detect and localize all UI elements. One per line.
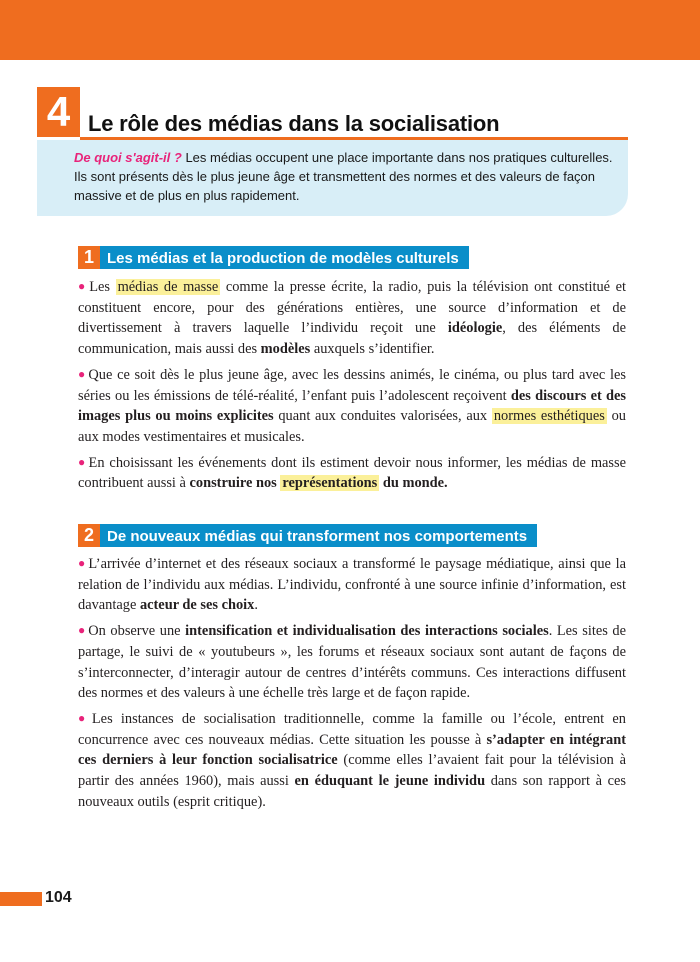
section-2-title: De nouveaux médias qui transforment nos comportements	[107, 528, 528, 545]
intro-label: De quoi s'agit-il ?	[74, 150, 182, 165]
section-2-paragraph-2: ● On observe une intensification et individualisation des interactions sociales. Les sites de partage, le suivi de « youtubeurs », les forums et réseaux sociaux sont autant de façons de s’interconnecter, d’interagir autour de centres d’intérêts communs. Ces interactions diffusent des normes et des valeurs à une échelle très large et de façon rapide.	[78, 623, 626, 702]
section-1-paragraph-1: ● Les médias de masse comme la presse écrite, la radio, puis la télévision ont constitué et constituent encore, pour des générations entières, une source d’information et de divertissement à travers laquelle l’individu reçoit une idéologie, des éléments de communication, mais aussi des modèles auxquels s’identifier.	[78, 279, 626, 358]
highlight: normes esthétiques	[493, 408, 605, 425]
chapter-title: Le rôle des médias dans la socialisation	[88, 111, 500, 136]
section-2-body	[78, 553, 626, 816]
section-1-title: Les médias et la production de modèles culturels	[107, 250, 459, 267]
section-1-heading	[78, 246, 469, 269]
bullet-icon: ●	[78, 366, 87, 381]
page-number: 104	[45, 889, 72, 906]
chapter-number: 4	[37, 87, 80, 137]
page-number-band	[0, 892, 42, 906]
section-1-paragraph-3: ● En choisissant les événements dont ils estiment devoir nous informer, les médias de masse contribuent aussi à construire nos représentations du monde.	[78, 454, 626, 492]
section-1-paragraph-2: ● Que ce soit dès le plus jeune âge, avec les dessins animés, le cinéma, ou plus tard avec les séries ou les émissions de télé-réalité, l’enfant puis l’adolescent reçoivent des discours et des images plus ou moins explicites quant aux conduites valorisées, aux normes esthétiques ou aux modes vestimentaires et musicales.	[78, 366, 627, 445]
bullet-icon: ●	[78, 556, 87, 570]
section-2-paragraph-3: ● Les instances de socialisation traditionnelle, comme la famille ou l’école, entrent en concurrence avec ces nouveaux médias. Cette situation les pousse à s’adapter en intégrant ces derniers à leur fonction socialisatrice (comme elles l’avaient fait pour la télévision à partir des années 1960), mais aussi en éduquant le jeune individu dans son rapport à ces nouveaux outils (esprit critique).	[78, 710, 627, 810]
intro-box	[37, 140, 628, 216]
bullet-icon: ●	[78, 279, 88, 293]
bullet-icon: ●	[78, 710, 90, 725]
bullet-icon: ●	[78, 454, 87, 469]
section-2-heading	[78, 524, 537, 547]
intro-text: Les médias occupent une place importante dans nos pratiques culturelles. Ils sont présents dès le plus jeune âge et transmettent des normes et des valeurs de façon massive et de plus en plus rapidement.	[74, 150, 613, 203]
bullet-icon: ●	[78, 623, 87, 638]
highlight: représentations	[282, 475, 378, 492]
section-2-paragraph-1: ● L’arrivée d’internet et des réseaux sociaux a transformé le paysage médiatique, ainsi que la relation de l’individu aux médias. L’individu, confronté à une source infinie d’information, est davantage acteur de ses choix.	[78, 556, 626, 614]
highlight: médias de masse	[117, 279, 219, 295]
section-1-body	[78, 276, 626, 498]
top-decorative-band	[0, 0, 700, 60]
section-2-number: 2	[78, 524, 100, 547]
section-1-number: 1	[78, 246, 100, 269]
